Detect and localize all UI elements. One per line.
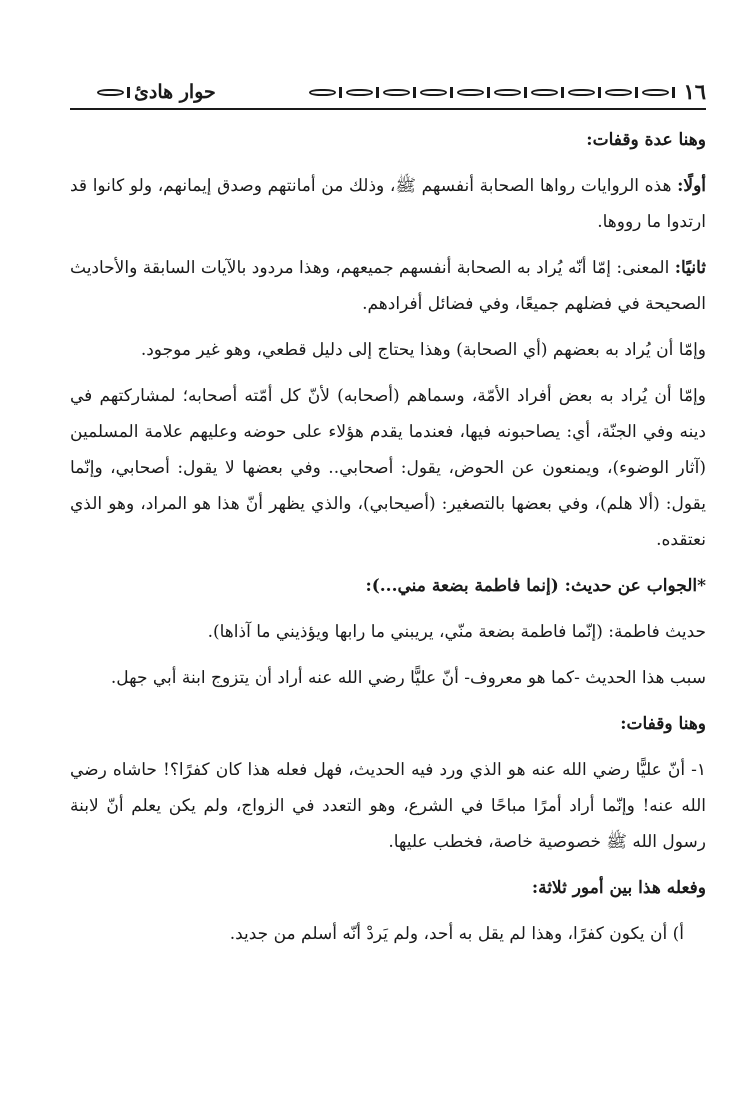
- paragraph: [70, 332, 706, 368]
- paragraph-text: وفعله هذا بين أمور ثلاثة:: [531, 878, 706, 898]
- ornament-icon: [567, 87, 601, 98]
- paragraph-text: وهنا وقفات:: [620, 714, 706, 734]
- section-heading: [70, 568, 706, 604]
- paragraph: [70, 250, 706, 322]
- ornament-icon: [456, 87, 490, 98]
- book-page: [70, 0, 706, 1106]
- paragraph: [70, 378, 706, 558]
- ornament-icon: [604, 87, 638, 98]
- header-ornament-left: [70, 83, 130, 101]
- paragraph-text: *الجواب عن حديث: (إنما فاطمة بضعة مني...):: [365, 576, 706, 596]
- paragraph: [70, 706, 706, 742]
- paragraph: [70, 122, 706, 158]
- paragraph: [70, 168, 706, 240]
- paragraph-text: ١- أنّ عليًّا رضي الله عنه هو الذي ورد فيه الحديث، فهل فعله هذا كان كفرًا؟! حاشاه رضي الله عنه! وإنّما أراد أمرًا مباحًا في الشرع، وهو التعدد في الزواج، ولم يكن يعلم أنّ لابنة رسول الله ﷺ خصوصية خاصة، فخطب عليها.: [70, 760, 707, 852]
- list-item: [70, 916, 706, 952]
- page-body: [70, 122, 706, 962]
- ornament-icon: [493, 87, 527, 98]
- paragraph-text: وإمّا أن يُراد به بعضهم (أي الصحابة) وهذا يحتاج إلى دليل قطعي، وهو غير موجود.: [140, 340, 706, 360]
- paragraph: [70, 660, 706, 696]
- paragraph-text: وإمّا أن يُراد به بعض أفراد الأمّة، وسماهم (أصحابه) لأنّ كل أمّته أصحابه؛ لمشاركتهم في دينه وفي الجنّة، أي: يصاحبونه فيها، فعندما يقدم هؤلاء على حوضه وعليهم علامة المسلمين (آثار الوضوء)، ويمنعون عن الحوض، يقول: أصحابي.. وفي بعضها لا يقول: أصحابي، وإنّما يقول: (ألا هلم)، وفي بعضها بالتصغير: (أصيحابي)، والذي يظهر أنّ هذا هو المراد، وهو الذي نعتقده.: [70, 386, 706, 550]
- paragraph: [70, 752, 706, 860]
- paragraph: [70, 870, 706, 906]
- ornament-icon: [345, 87, 379, 98]
- paragraph-text: أ) أن يكون كفرًا، وهذا لم يقل به أحد، ولم يَردْ أنّه أسلم من جديد.: [229, 924, 684, 944]
- paragraph-text: سبب هذا الحديث -كما هو معروف- أنّ عليًّا رضي الله عنه أراد أن يتزوج ابنة أبي جهل.: [110, 668, 706, 688]
- paragraph-lead: ثانيًا:: [674, 258, 706, 278]
- ornament-icon: [419, 87, 453, 98]
- book-title: حوار هادئ: [134, 81, 216, 103]
- page-number: ١٦: [683, 79, 706, 104]
- paragraph-text: المعنى: إمّا أنّه يُراد به الصحابة أنفسهم جميعهم، وهذا مردود بالآيات السابقة والأحاديث الصحيحة في فضلهم جميعًا، وفي فضائل أفرادهم.: [70, 258, 706, 314]
- ornament-icon: [641, 87, 675, 98]
- running-header: [70, 78, 706, 106]
- paragraph-lead: أولًا:: [677, 176, 706, 196]
- paragraph-text: وهنا عدة وقفات:: [586, 130, 706, 150]
- paragraph-text: هذه الروايات رواها الصحابة أنفسهم ﷺ، وذلك من أمانتهم وصدق إيمانهم، ولو كانوا قد ارتدوا ما رووها.: [70, 176, 706, 232]
- paragraph-text: حديث فاطمة: (إنّما فاطمة بضعة منّي، يريبني ما رابها ويؤذيني ما آذاها).: [207, 622, 706, 642]
- ornament-icon: [530, 87, 564, 98]
- paragraph: [70, 614, 706, 650]
- ornament-icon: [96, 87, 130, 98]
- ornament-icon: [308, 87, 342, 98]
- header-ornament-right: [220, 83, 676, 101]
- header-rule: [70, 108, 706, 110]
- ornament-icon: [382, 87, 416, 98]
